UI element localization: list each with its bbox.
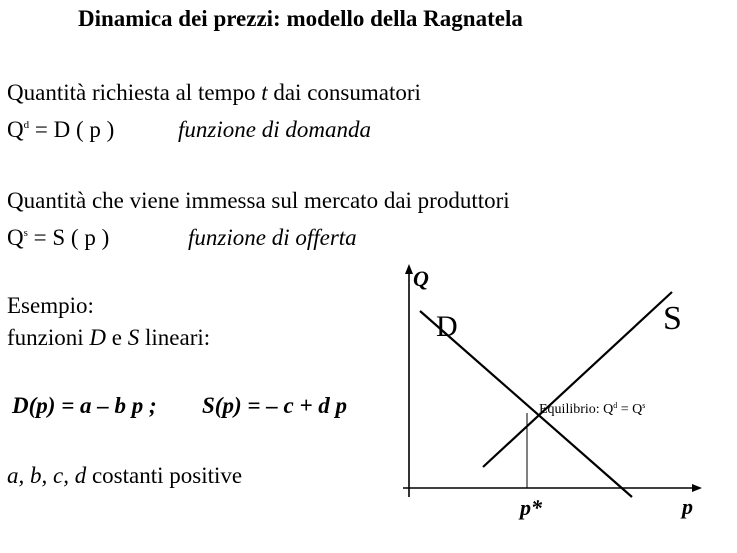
constants-vars: a, b, c, d: [7, 463, 87, 488]
example-heading: Esempio:: [7, 293, 94, 318]
example-sub-s: S: [127, 325, 140, 350]
example-sub-d: D: [89, 325, 107, 350]
equilibrium-sup-d: d: [613, 401, 618, 410]
supply-description: Quantità che viene immessa sul mercato dai produttori: [7, 188, 510, 213]
demand-equation-rhs: = a – b p ;: [55, 393, 157, 418]
equilibrium-label: [539, 402, 645, 418]
supply-equation-name: S(p): [202, 393, 242, 418]
demand-desc-var: t: [261, 80, 268, 105]
x-axis-arrow: [692, 484, 702, 492]
supply-equation-rhs: = – c + d p: [241, 393, 348, 418]
demand-equation-name: D(p): [12, 393, 56, 418]
supply-q-symbol: Q: [7, 225, 24, 250]
supply-function-label: funzione di offerta: [188, 225, 357, 250]
x-axis-label: p: [682, 494, 693, 519]
p-star-label: p*: [520, 495, 542, 520]
y-axis-arrow: [405, 264, 413, 274]
supply-q-sup: s: [23, 227, 28, 239]
demand-desc-post: dai consumatori: [267, 80, 421, 105]
supply-formula-rhs: = S ( p ): [27, 225, 110, 250]
supply-curve: [483, 292, 672, 467]
demand-curve-label: D: [436, 310, 458, 343]
page-title: Dinamica dei prezzi: modello della Ragnatela: [78, 6, 523, 31]
equilibrium-sup-s: s: [642, 401, 646, 410]
example-sub-post: lineari:: [139, 325, 211, 350]
demand-q-symbol: Q: [7, 117, 24, 142]
equilibrium-mid: = Q: [617, 402, 643, 417]
demand-formula-rhs: = D ( p ): [29, 117, 115, 142]
example-sub-mid: e: [106, 325, 128, 350]
equilibrium-text: Equilibrio: Q: [539, 402, 614, 417]
demand-function-label: funzione di domanda: [178, 117, 371, 142]
y-axis-label: Q: [413, 266, 429, 291]
demand-desc-pre: Quantità richiesta al tempo: [7, 80, 262, 105]
example-sub-pre: funzioni: [7, 325, 90, 350]
constants-post: costanti positive: [86, 463, 243, 488]
supply-curve-label: S: [663, 300, 682, 337]
demand-q-sup: d: [23, 119, 30, 131]
